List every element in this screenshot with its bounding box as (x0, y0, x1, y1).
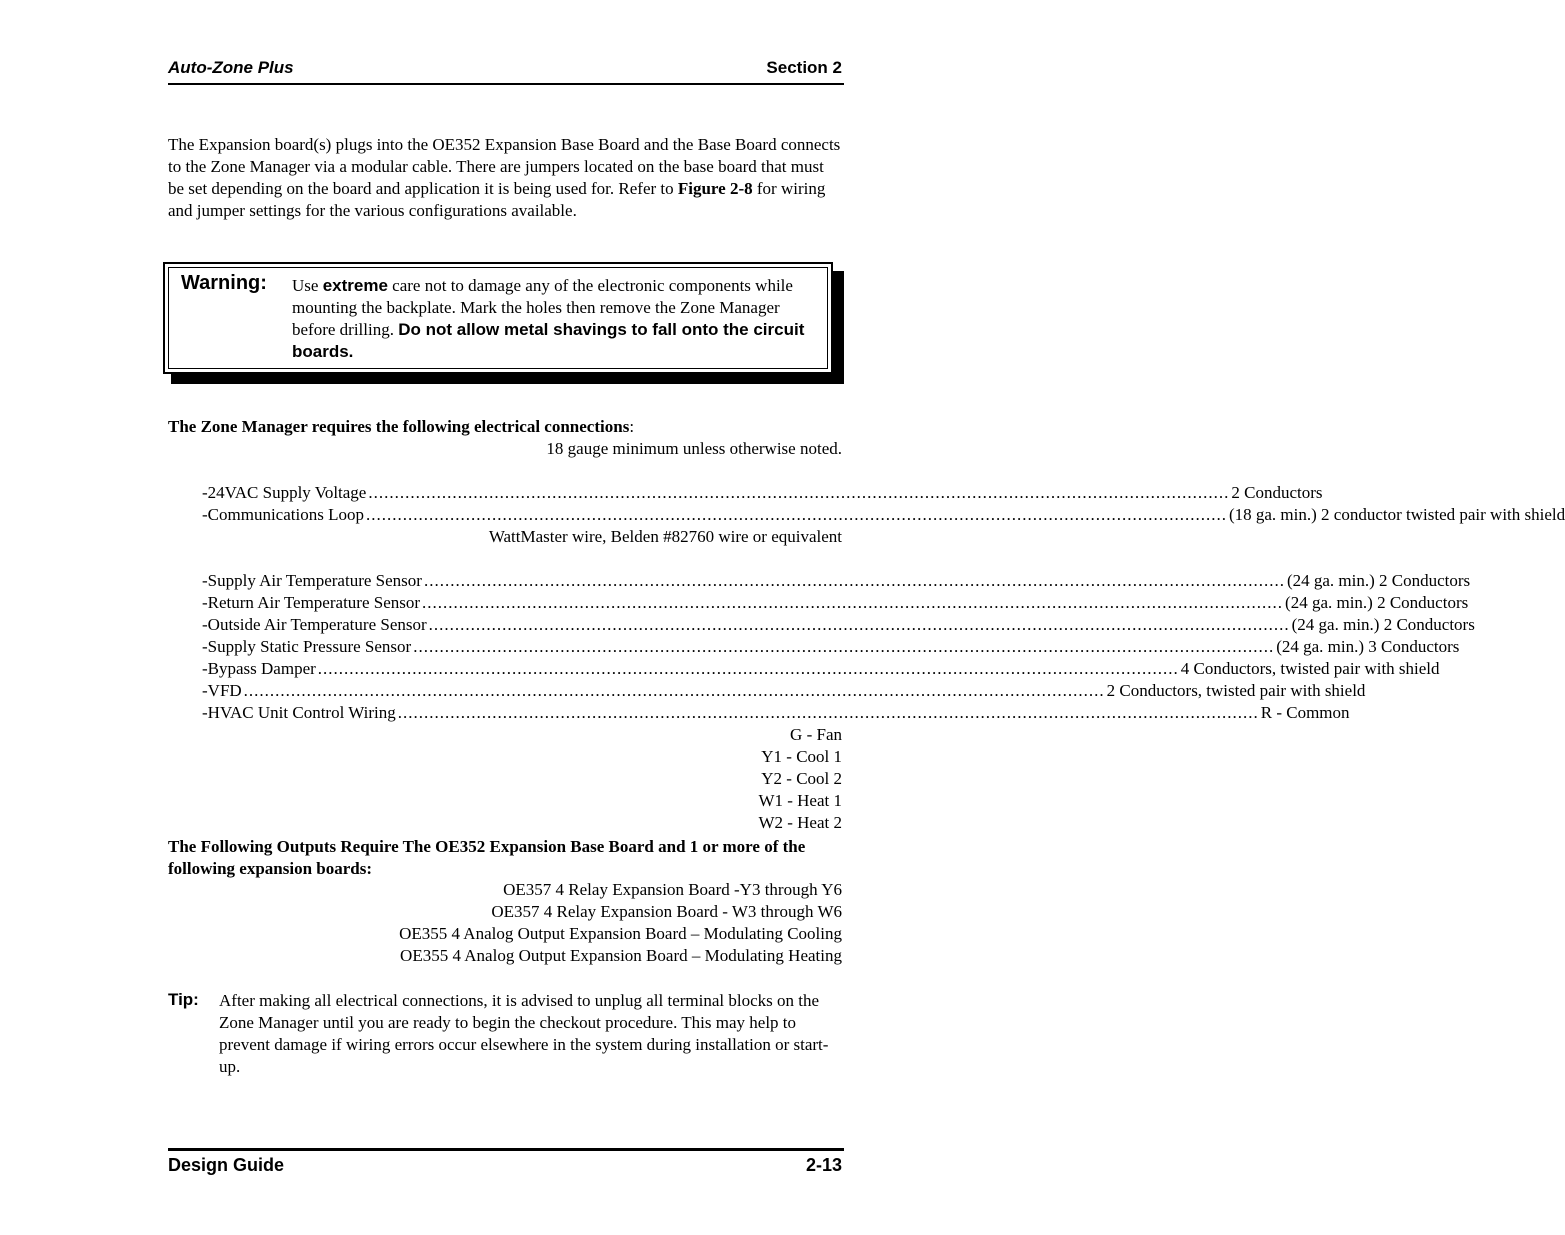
dot-leader: .................................................................................................................................................................... (422, 593, 1284, 612)
tip-label: Tip: (168, 990, 199, 1009)
list-item (202, 702, 1350, 724)
page-footer (168, 1155, 842, 1179)
list-item (202, 592, 1469, 614)
header-section: Section 2 (766, 58, 842, 77)
footer-title: Design Guide (168, 1155, 285, 1175)
list-item-value: (24 ga. min.) 2 Conductors (1291, 615, 1475, 634)
header-rule (168, 83, 844, 85)
hvac-terminal: W2 - Heat 2 (758, 813, 842, 832)
list-item (202, 614, 1475, 636)
intro-text: The Expansion board(s) plugs into the OE352 Expansion Base Board and the Base Board connects to the Zone Manager via a modular cable. There are jumpers located on the base board that must be set depending on the board and application it is being used for. Refer to (168, 135, 841, 198)
list-item-value: (18 ga. min.) 2 conductor twisted pair with shield (1228, 505, 1565, 524)
dot-leader: .................................................................................................................................................................... (423, 571, 1285, 590)
list-item-value: 2 Conductors, twisted pair with shield (1106, 681, 1366, 700)
requirements-heading-text: The Zone Manager requires the following electrical connections (168, 417, 630, 436)
expansion-board-item: OE357 4 Relay Expansion Board -Y3 through Y6 (503, 880, 842, 899)
list-item-value: 4 Conductors, twisted pair with shield (1180, 659, 1440, 678)
list-item-label: -HVAC Unit Control Wiring (202, 703, 396, 722)
footer-rule (168, 1148, 844, 1151)
list-item (202, 570, 1471, 592)
list-item-value: R - Common (1260, 703, 1350, 722)
hvac-terminal: G - Fan (790, 725, 842, 744)
page-number: 2-13 (805, 1155, 842, 1175)
list-item-label: -Return Air Temperature Sensor (202, 593, 421, 612)
list-item-continuation: WattMaster wire, Belden #82760 wire or equivalent (488, 527, 842, 546)
intro-text-end: for wiring and jumper settings for the various configurations available. (168, 179, 826, 220)
dot-leader: .................................................................................................................................................................... (428, 615, 1290, 634)
dot-leader: .................................................................................................................................................................... (317, 659, 1179, 678)
tip-text: After making all electrical connections, it is advised to unplug all terminal blocks on the Zone Manager until you are ready to begin the checkout procedure. This may help to prevent damage if wiring errors occur elsewhere in the system during installation or start-up. (219, 991, 829, 1076)
gauge-note: 18 gauge minimum unless otherwise noted. (546, 439, 842, 458)
warning-emphasis: extreme (322, 276, 388, 295)
header-title: Auto-Zone Plus (168, 58, 294, 77)
dot-leader: .................................................................................................................................................................... (368, 483, 1230, 502)
expansion-board-item: OE355 4 Analog Output Expansion Board – Modulating Cooling (399, 924, 842, 943)
warning-label: Warning: (181, 272, 267, 294)
warning-text (292, 275, 812, 363)
dot-leader: .................................................................................................................................................................... (397, 703, 1259, 722)
requirements-heading-colon: : (629, 417, 635, 436)
warning-bold-statement: Do not allow metal shavings to fall onto the circuit boards. (292, 320, 805, 361)
dot-leader: .................................................................................................................................................................... (365, 505, 1227, 524)
list-item-value: 2 Conductors (1231, 483, 1323, 502)
dot-leader: .................................................................................................................................................................... (413, 637, 1275, 656)
hvac-terminal: Y2 - Cool 2 (761, 769, 842, 788)
list-item-label: -Bypass Damper (202, 659, 316, 678)
list-item-value: (24 ga. min.) 2 Conductors (1286, 571, 1471, 590)
list-item-label: -Supply Static Pressure Sensor (202, 637, 412, 656)
list-item-label: -VFD (202, 681, 242, 700)
outputs-heading: The Following Outputs Require The OE352 Expansion Base Board and 1 or more of the following expansion boards: (168, 837, 806, 878)
list-item (202, 658, 1440, 680)
list-item (202, 482, 1323, 504)
warning-box (163, 262, 833, 374)
warning-text-1: Use (292, 276, 323, 295)
hvac-terminal: Y1 - Cool 1 (761, 747, 842, 766)
list-item (202, 680, 1366, 702)
hvac-terminal: W1 - Heat 1 (758, 791, 842, 810)
intro-paragraph (168, 134, 844, 222)
list-item-value: (24 ga. min.) 2 Conductors (1285, 593, 1469, 612)
list-item-value: (24 ga. min.) 3 Conductors (1276, 637, 1460, 656)
list-item-label: -24VAC Supply Voltage (202, 483, 367, 502)
expansion-board-item: OE355 4 Analog Output Expansion Board – Modulating Heating (400, 946, 842, 965)
warning-text-3: care not to damage any of the electronic components while mounting the backplate. Mark the holes then remove the Zone Manager before drilling. (292, 276, 793, 339)
page-header (168, 58, 842, 82)
figure-reference: Figure 2-8 (677, 179, 753, 198)
list-item-label: -Supply Air Temperature Sensor (202, 571, 422, 590)
connection-list-group-2 (202, 570, 1475, 834)
list-item-label: -Outside Air Temperature Sensor (202, 615, 427, 634)
expansion-board-list (168, 879, 842, 967)
connection-list-group-1 (202, 482, 1565, 548)
dot-leader: .................................................................................................................................................................... (243, 681, 1105, 700)
expansion-board-item: OE357 4 Relay Expansion Board - W3 through W6 (491, 902, 842, 921)
list-item-label: -Communications Loop (202, 505, 364, 524)
list-item (202, 504, 1565, 526)
requirements-heading (168, 416, 634, 438)
list-item (202, 636, 1460, 658)
